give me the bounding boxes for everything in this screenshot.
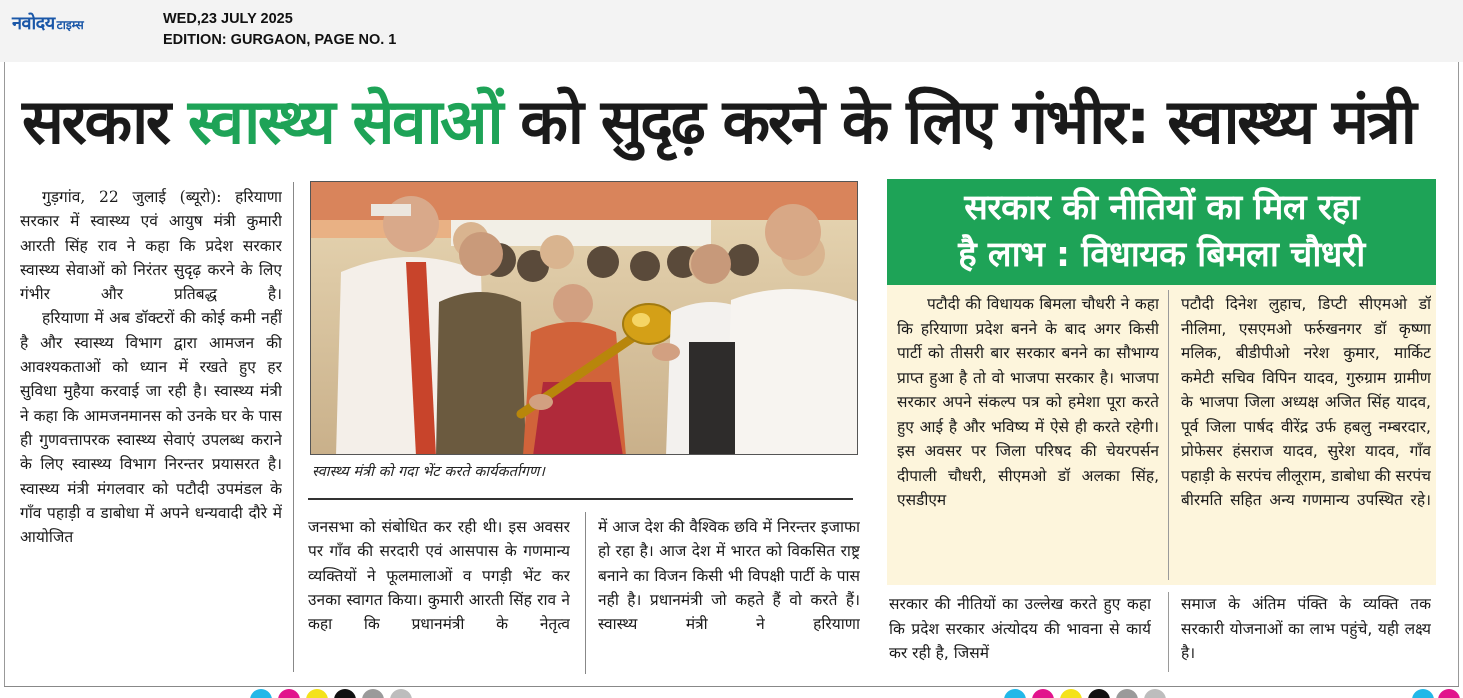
registration-mark-grey: [362, 689, 384, 698]
story-paragraph: समाज के अंतिम पंक्ति के व्यक्ति तक सरकारी योजनाओं का लाभ पहुंचे, यही लक्ष्य है।: [1181, 595, 1431, 662]
registration-mark-cyan: [1004, 689, 1026, 698]
story-paragraph: में आज देश की वैश्विक छवि में निरन्तर इजाफा हो रहा है। आज देश में भारत को विकसित राष्ट्र बनाने का विजन किसी भी विपक्षी पार्टी के पास नही है। प्रधानमंत्री जो कहते हैं वो करते हैं। स्वास्थ्य मंत्री ने हरियाणा: [598, 518, 860, 634]
registration-mark-magenta: [278, 689, 300, 698]
headline-highlight: स्वास्थ्य सेवाओं: [187, 85, 502, 158]
story-text: हरियाणा में अब डॉक्टरों की कोई कमी नहीं है और स्वास्थ्य विभाग द्वारा आमजन की आवश्यकताओं को ध्यान में रखते हुए हर सुविधा मुहैया करवाई जा रही है। स्वास्थ्य मंत्री ने कहा कि आमजनमानस को उनके घर के पास ही गुणवत्तापरक स्वास्थ्य सेवाएं उपलब्ध कराने के लिए स्वास्थ्य विभाग निरन्तर प्रयासरत है। स्वास्थ्य मंत्री मंगलवार को पटौदी उपमंडल के गाँव पहाड़ी व डाबोधा में अपने धन्यवादी दौरे में आयोजित: [20, 309, 282, 547]
side-story-headline: [887, 179, 1436, 285]
registration-mark-black: [1088, 689, 1110, 698]
registration-mark-grey: [1116, 689, 1138, 698]
registration-mark-black: [334, 689, 356, 698]
registration-mark-grey: [1144, 689, 1166, 698]
registration-mark-yellow: [306, 689, 328, 698]
photo-illustration: [311, 182, 858, 455]
column-divider: [1168, 592, 1169, 672]
column-divider: [293, 182, 294, 672]
registration-mark-magenta: [1438, 689, 1460, 698]
photo-caption: स्वास्थ्य मंत्री को गदा भेंट करते कार्यकर्तागण।: [312, 464, 545, 480]
logo-main-text: नवोदय: [12, 13, 55, 34]
headline-part2: को सुदृढ़ करने के लिए गंभीर: स्वास्थ्य मंत्री: [501, 85, 1415, 158]
registration-mark-cyan: [250, 689, 272, 698]
registration-mark-grey: [390, 689, 412, 698]
story-paragraph: [20, 306, 282, 549]
column-divider: [585, 512, 586, 674]
side-story-column-1: [897, 292, 1159, 584]
story-paragraph: सरकार की नीतियों का उल्लेख करते हुए कहा कि प्रदेश सरकार अंत्योदय की भावना से कार्य कर रही है, जिसमें: [889, 595, 1151, 662]
caption-divider: [308, 498, 853, 500]
side-story-column-3: [889, 592, 1151, 674]
story-column-2: [308, 515, 570, 675]
registration-mark-cyan: [1412, 689, 1434, 698]
story-paragraph: पटौदी दिनेश लुहाच, डिप्टी सीएमओ डॉ नीलिमा, एसएमओ फर्रुखनगर डॉ कृष्णा मलिक, बीडीपीओ नरेश कुमार, मार्किट कमेटी सचिव विपिन यादव, गुरुग्राम ग्रामीण के भाजपा जिला अध्यक्ष अजित सिंह यादव, पूर्व जिला पार्षद वीरेंद्र उर्फ हबलु नम्बरदार, प्रोफेसर हंसराज यादव, सुरेश यादव, गाँव पहाड़ी के सरपंच लीलूराम, डाबोधा की सरपंच बीरमति सहित अन्य गणमान्य उपस्थित रहे।: [1181, 295, 1431, 509]
news-photo: [310, 181, 858, 455]
newspaper-logo: [12, 11, 84, 35]
masthead-bar: [0, 0, 1463, 62]
side-story-column-2: [1181, 292, 1431, 584]
side-story-column-4: [1181, 592, 1431, 674]
page-bottom-rule: [4, 686, 1459, 687]
story-paragraph: जनसभा को संबोधित कर रही थी। इस अवसर पर गाँव की सरदारी एवं आसपास के गणमान्य व्यक्तियों ने फूलमालाओं व पगड़ी भेंट कर उनका स्वागत किया। कुमारी आरती सिंह राव ने कहा कि प्रधानमंत्री के नेतृत्व: [308, 518, 570, 634]
story-text: गुड़गांव, 22 जुलाई (ब्यूरो): हरियाणा सरकार में स्वास्थ्य एवं आयुष मंत्री कुमारी आरती सिंह राव ने कहा कि प्रदेश सरकार स्वास्थ्य सेवाओं को निरंतर सुदृढ़ करने के लिए गंभीर और प्रतिबद्ध है।: [20, 188, 282, 304]
story-column-1: [20, 185, 282, 673]
edition-info: EDITION: GURGAON, PAGE NO. 1: [163, 32, 397, 48]
story-column-3: [598, 515, 860, 675]
main-headline: [22, 78, 1442, 168]
column-divider: [1168, 290, 1169, 580]
logo-sub-text: टाइम्स: [56, 18, 84, 32]
story-paragraph: [20, 185, 282, 306]
publication-date: WED,23 JULY 2025: [163, 11, 293, 27]
story-text: पटौदी की विधायक बिमला चौधरी ने कहा कि हरियाणा प्रदेश बनने के बाद अगर किसी पार्टी को तीसरी बार सरकार बनने का सौभाग्य प्राप्त हुआ है तो वो भाजपा सरकार है। भाजपा सरकार अपने संकल्प पत्र को हमेशा पूरा करते हुए आई है और भविष्य में ऐसे ही करते रहेगी। इस अवसर पर जिला परिषद की चेयरपर्सन दीपाली चौधरी, सीएमओ डॉ अलका सिंह, एसडीएम: [897, 295, 1159, 509]
registration-mark-yellow: [1060, 689, 1082, 698]
side-headline-line1: सरकार की नीतियों का मिल रहा: [964, 188, 1359, 228]
headline-part1: सरकार: [22, 85, 188, 158]
side-headline-line2: है लाभ : विधायक बिमला चौधरी: [958, 235, 1365, 275]
story-paragraph: [897, 292, 1159, 513]
dateline: [163, 9, 396, 51]
registration-mark-magenta: [1032, 689, 1054, 698]
